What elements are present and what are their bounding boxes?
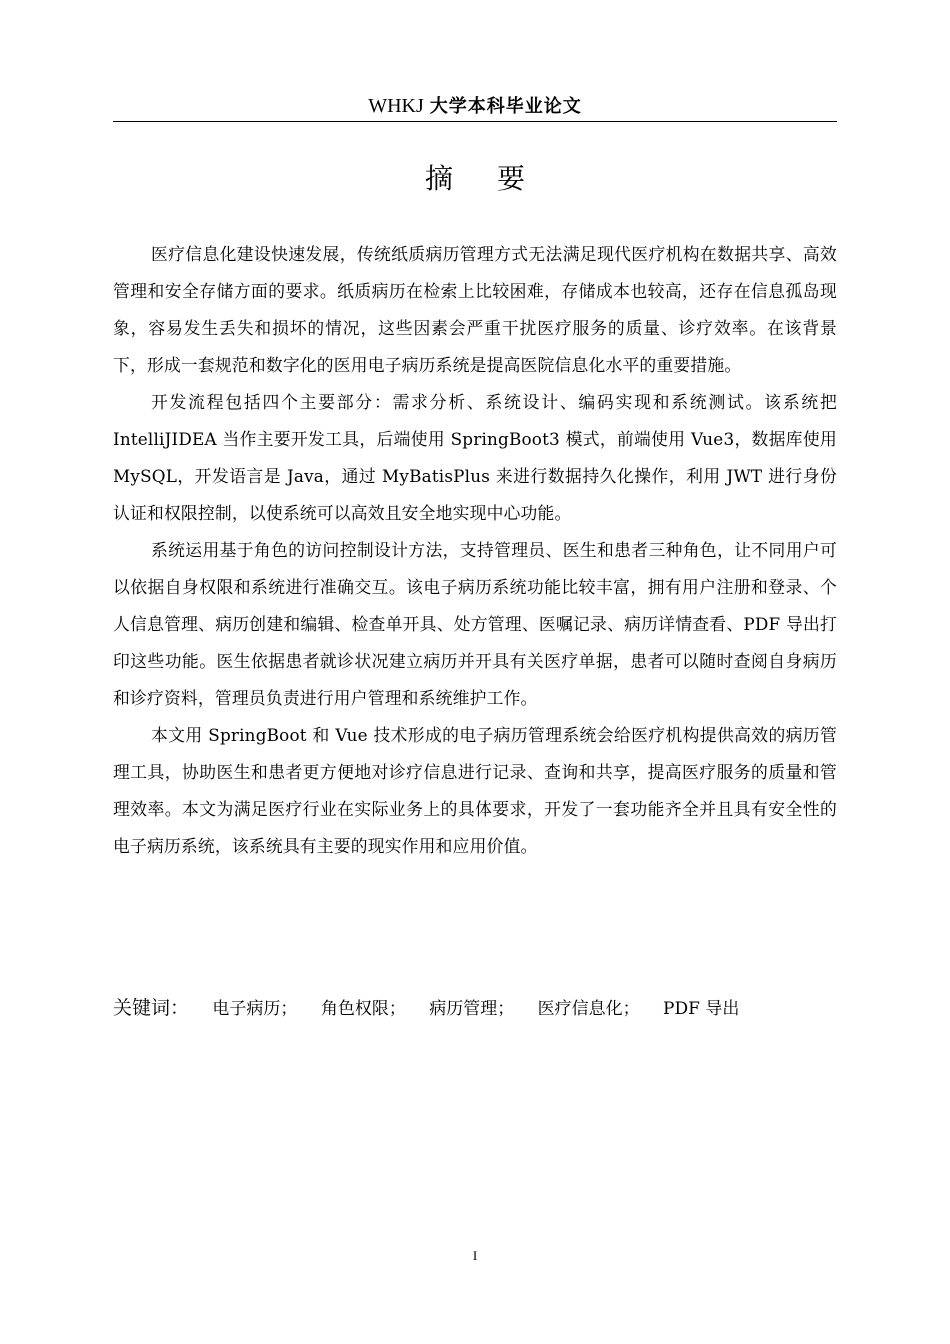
header-divider <box>113 121 837 122</box>
page-title: 摘要 <box>424 162 569 195</box>
keywords-label: 关键词： <box>113 997 190 1019</box>
keyword: 电子病历； <box>212 999 298 1019</box>
header-university-code: WHKJ <box>368 95 424 117</box>
header-thesis-label: 大学本科毕业论文 <box>429 96 582 117</box>
keyword: 医疗信息化； <box>537 999 640 1019</box>
page-header <box>113 92 837 120</box>
keywords-line <box>113 992 837 1025</box>
abstract-paragraph: 系统运用基于角色的访问控制设计方法，支持管理员、医生和患者三种角色，让不同用户可以依据自身权限和系统进行准确交互。该电子病历系统功能比较丰富，拥有用户注册和登录、个人信息管理、病历创建和编辑、检查单开具、处方管理、医嘱记录、病历详情查看、PDF 导出打印这些功能。医生依据患者就诊状况建立病历并开具有关医疗单据，患者可以随时查阅自身病历和诊疗资料，管理员负责进行用户管理和系统维护工作。 <box>113 540 837 708</box>
abstract-body <box>113 236 837 865</box>
page-number: I <box>472 1248 478 1263</box>
keyword: 病历管理； <box>429 999 515 1019</box>
keyword: PDF 导出 <box>663 999 740 1019</box>
abstract-paragraph: 开发流程包括四个主要部分：需求分析、系统设计、编码实现和系统测试。该系统把 IntelliJIDEA 当作主要开发工具，后端使用 SpringBoot3 模式，前端使用 Vue3，数据库使用 MySQL，开发语言是 Java，通过 MyBatisPlus 来进行数据持久化操作，利用 JWT 进行身份认证和权限控制，以使系统可以高效且安全地实现中心功能。 <box>113 392 837 523</box>
abstract-paragraph: 本文用 SpringBoot 和 Vue 技术形成的电子病历管理系统会给医疗机构提供高效的病历管理工具，协助医生和患者更方便地对诊疗信息进行记录、查询和共享，提高医疗服务的质量和管理效率。本文为满足医疗行业在实际业务上的具体要求，开发了一套功能齐全并且具有安全性的电子病历系统，该系统具有主要的现实作用和应用价值。 <box>113 725 837 856</box>
keyword: 角色权限； <box>320 999 406 1019</box>
abstract-paragraph: 医疗信息化建设快速发展，传统纸质病历管理方式无法满足现代医疗机构在数据共享、高效管理和安全存储方面的要求。纸质病历在检索上比较困难，存储成本也较高，还存在信息孤岛现象，容易发生丢失和损坏的情况，这些因素会严重干扰医疗服务的质量、诊疗效率。在该背景下，形成一套规范和数字化的医用电子病历系统是提高医院信息化水平的重要措施。 <box>113 244 837 375</box>
